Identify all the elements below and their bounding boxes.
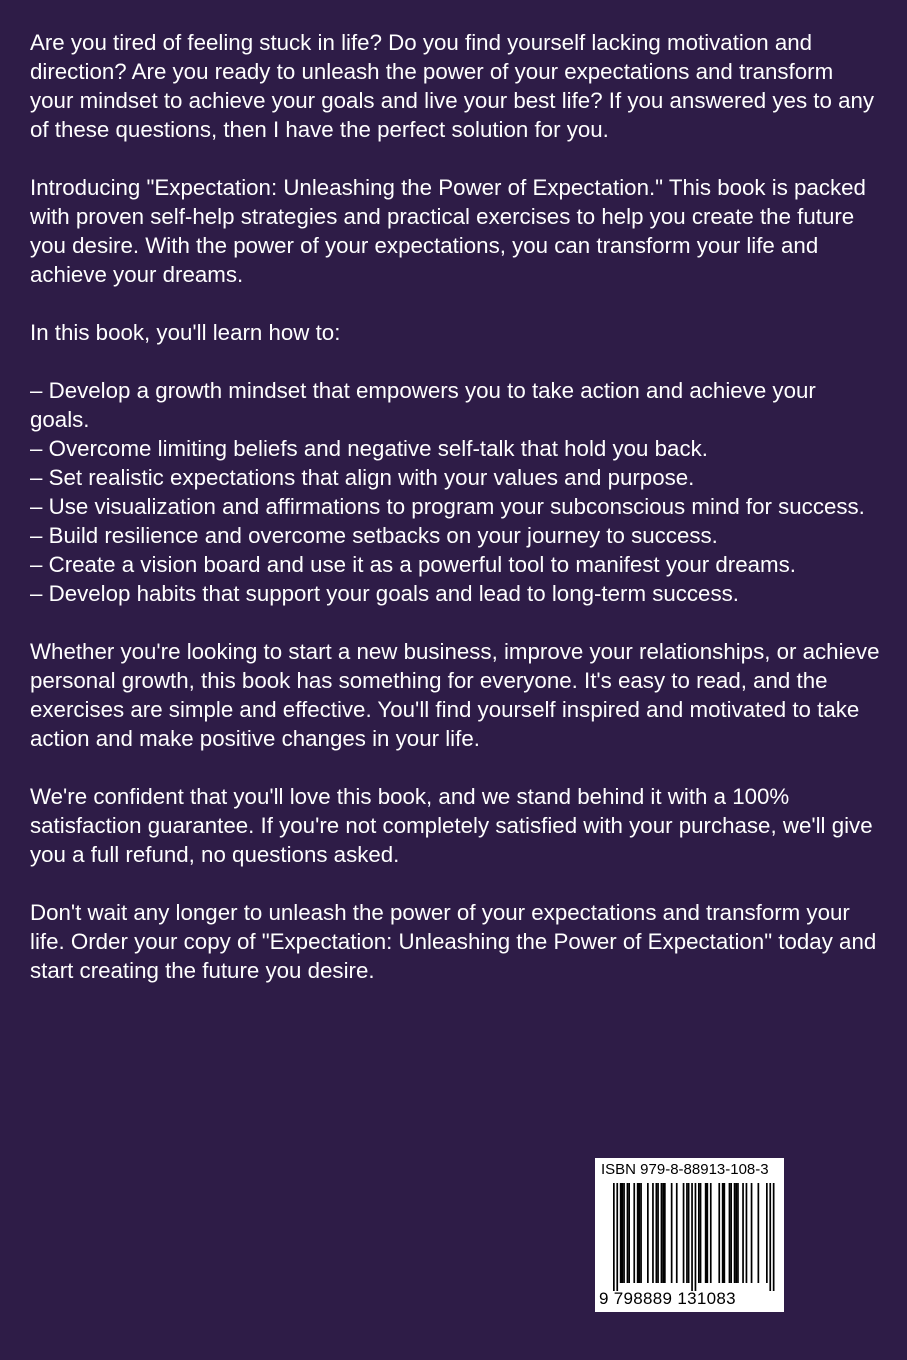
list-item: – Use visualization and affirmations to program your subconscious mind for success.: [30, 494, 865, 519]
barcode-bar: [737, 1183, 739, 1283]
barcode-bar: [766, 1183, 768, 1283]
barcode-bar: [722, 1183, 724, 1283]
barcode-bar: [647, 1183, 649, 1283]
learn-heading: In this book, you'll learn how to:: [30, 320, 341, 345]
barcode-icon: [613, 1183, 777, 1291]
introducing-paragraph: Introducing "Expectation: Unleashing the Power of Expectation." This book is packed with proven self-help strategies and practical exercises to help you create the future you desire. With the power of your expectations, you can transform your life and achieve your dreams.: [30, 175, 866, 287]
closing-paragraph: Don't wait any longer to unleash the power of your expectations and transform your life. Order your copy of "Expectation: Unleashing the Power of Expectation" today and start creating the future you desire.: [30, 900, 877, 983]
barcode-bar: [769, 1183, 771, 1291]
barcode-bar: [640, 1183, 642, 1283]
barcode-bar: [613, 1183, 615, 1291]
barcode-bar: [735, 1183, 737, 1283]
barcode-bar: [742, 1183, 744, 1283]
barcode-bar: [683, 1183, 685, 1283]
barcode-bar: [664, 1183, 666, 1283]
barcode-bar: [639, 1183, 641, 1283]
barcode-bar: [657, 1183, 659, 1283]
barcode-bar: [700, 1183, 702, 1283]
isbn-barcode-box: [595, 1158, 784, 1312]
barcode-bar: [691, 1183, 693, 1291]
barcode-bar: [623, 1183, 625, 1283]
list-item: – Set realistic expectations that align with your values and purpose.: [30, 465, 695, 490]
barcode-bar: [695, 1183, 697, 1291]
ean-digits: 9 798889 131083: [599, 1289, 736, 1308]
back-cover-blurb: [30, 28, 880, 1014]
barcode-bar: [656, 1183, 658, 1283]
barcode-bar: [724, 1183, 726, 1283]
list-item: – Develop habits that support your goals and lead to long-term success.: [30, 581, 739, 606]
barcode-bar: [661, 1183, 663, 1283]
barcode-bar: [705, 1183, 707, 1283]
barcode-bar: [758, 1183, 760, 1283]
list-item: – Develop a growth mindset that empowers you to take action and achieve your goals.: [30, 378, 816, 432]
barcode-bar: [718, 1183, 720, 1283]
barcode-bar: [676, 1183, 678, 1283]
barcode-bar: [746, 1183, 748, 1283]
guarantee-paragraph: We're confident that you'll love this book, and we stand behind it with a 100% satisfaction guarantee. If you're not completely satisfied with your purchase, we'll give you a full refund, no questions asked.: [30, 784, 873, 867]
barcode-bar: [710, 1183, 712, 1283]
barcode-bar: [751, 1183, 753, 1283]
barcode-bar: [662, 1183, 664, 1283]
list-item: – Overcome limiting beliefs and negative self-talk that hold you back.: [30, 436, 708, 461]
barcode-bar: [729, 1183, 731, 1283]
barcode-bar: [627, 1183, 629, 1283]
barcode-bar: [671, 1183, 673, 1283]
barcode-bar: [773, 1183, 775, 1291]
barcode-bar: [620, 1183, 622, 1283]
barcode-bar: [707, 1183, 709, 1283]
barcode-bar: [730, 1183, 732, 1283]
barcode-bar: [698, 1183, 700, 1283]
list-item: – Build resilience and overcome setbacks on your journey to success.: [30, 523, 718, 548]
barcode-bar: [616, 1183, 618, 1291]
barcode-bar: [637, 1183, 639, 1283]
barcode-bar: [622, 1183, 624, 1283]
learn-list: [30, 376, 880, 608]
barcode-bar: [628, 1183, 630, 1283]
list-item: – Create a vision board and use it as a powerful tool to manifest your dreams.: [30, 552, 796, 577]
isbn-label: ISBN 979-8-88913-108-3: [601, 1161, 769, 1178]
whether-paragraph: Whether you're looking to start a new business, improve your relationships, or achieve personal growth, this book has something for everyone. It's easy to read, and the exercises are simple and effective. You'll find yourself inspired and motivated to take action and make positive changes in your life.: [30, 639, 880, 751]
intro-paragraph: Are you tired of feeling stuck in life? Do you find yourself lacking motivation and direction? Are you ready to unleash the power of your expectations and transform your mindset to achieve your goals and live your best life? If you answered yes to any of these questions, then I have the perfect solution for you.: [30, 30, 875, 142]
barcode-bar: [734, 1183, 736, 1283]
barcode-bar: [686, 1183, 688, 1283]
barcode-bar: [688, 1183, 690, 1283]
barcode-bar: [633, 1183, 635, 1283]
barcode-bar: [652, 1183, 654, 1283]
